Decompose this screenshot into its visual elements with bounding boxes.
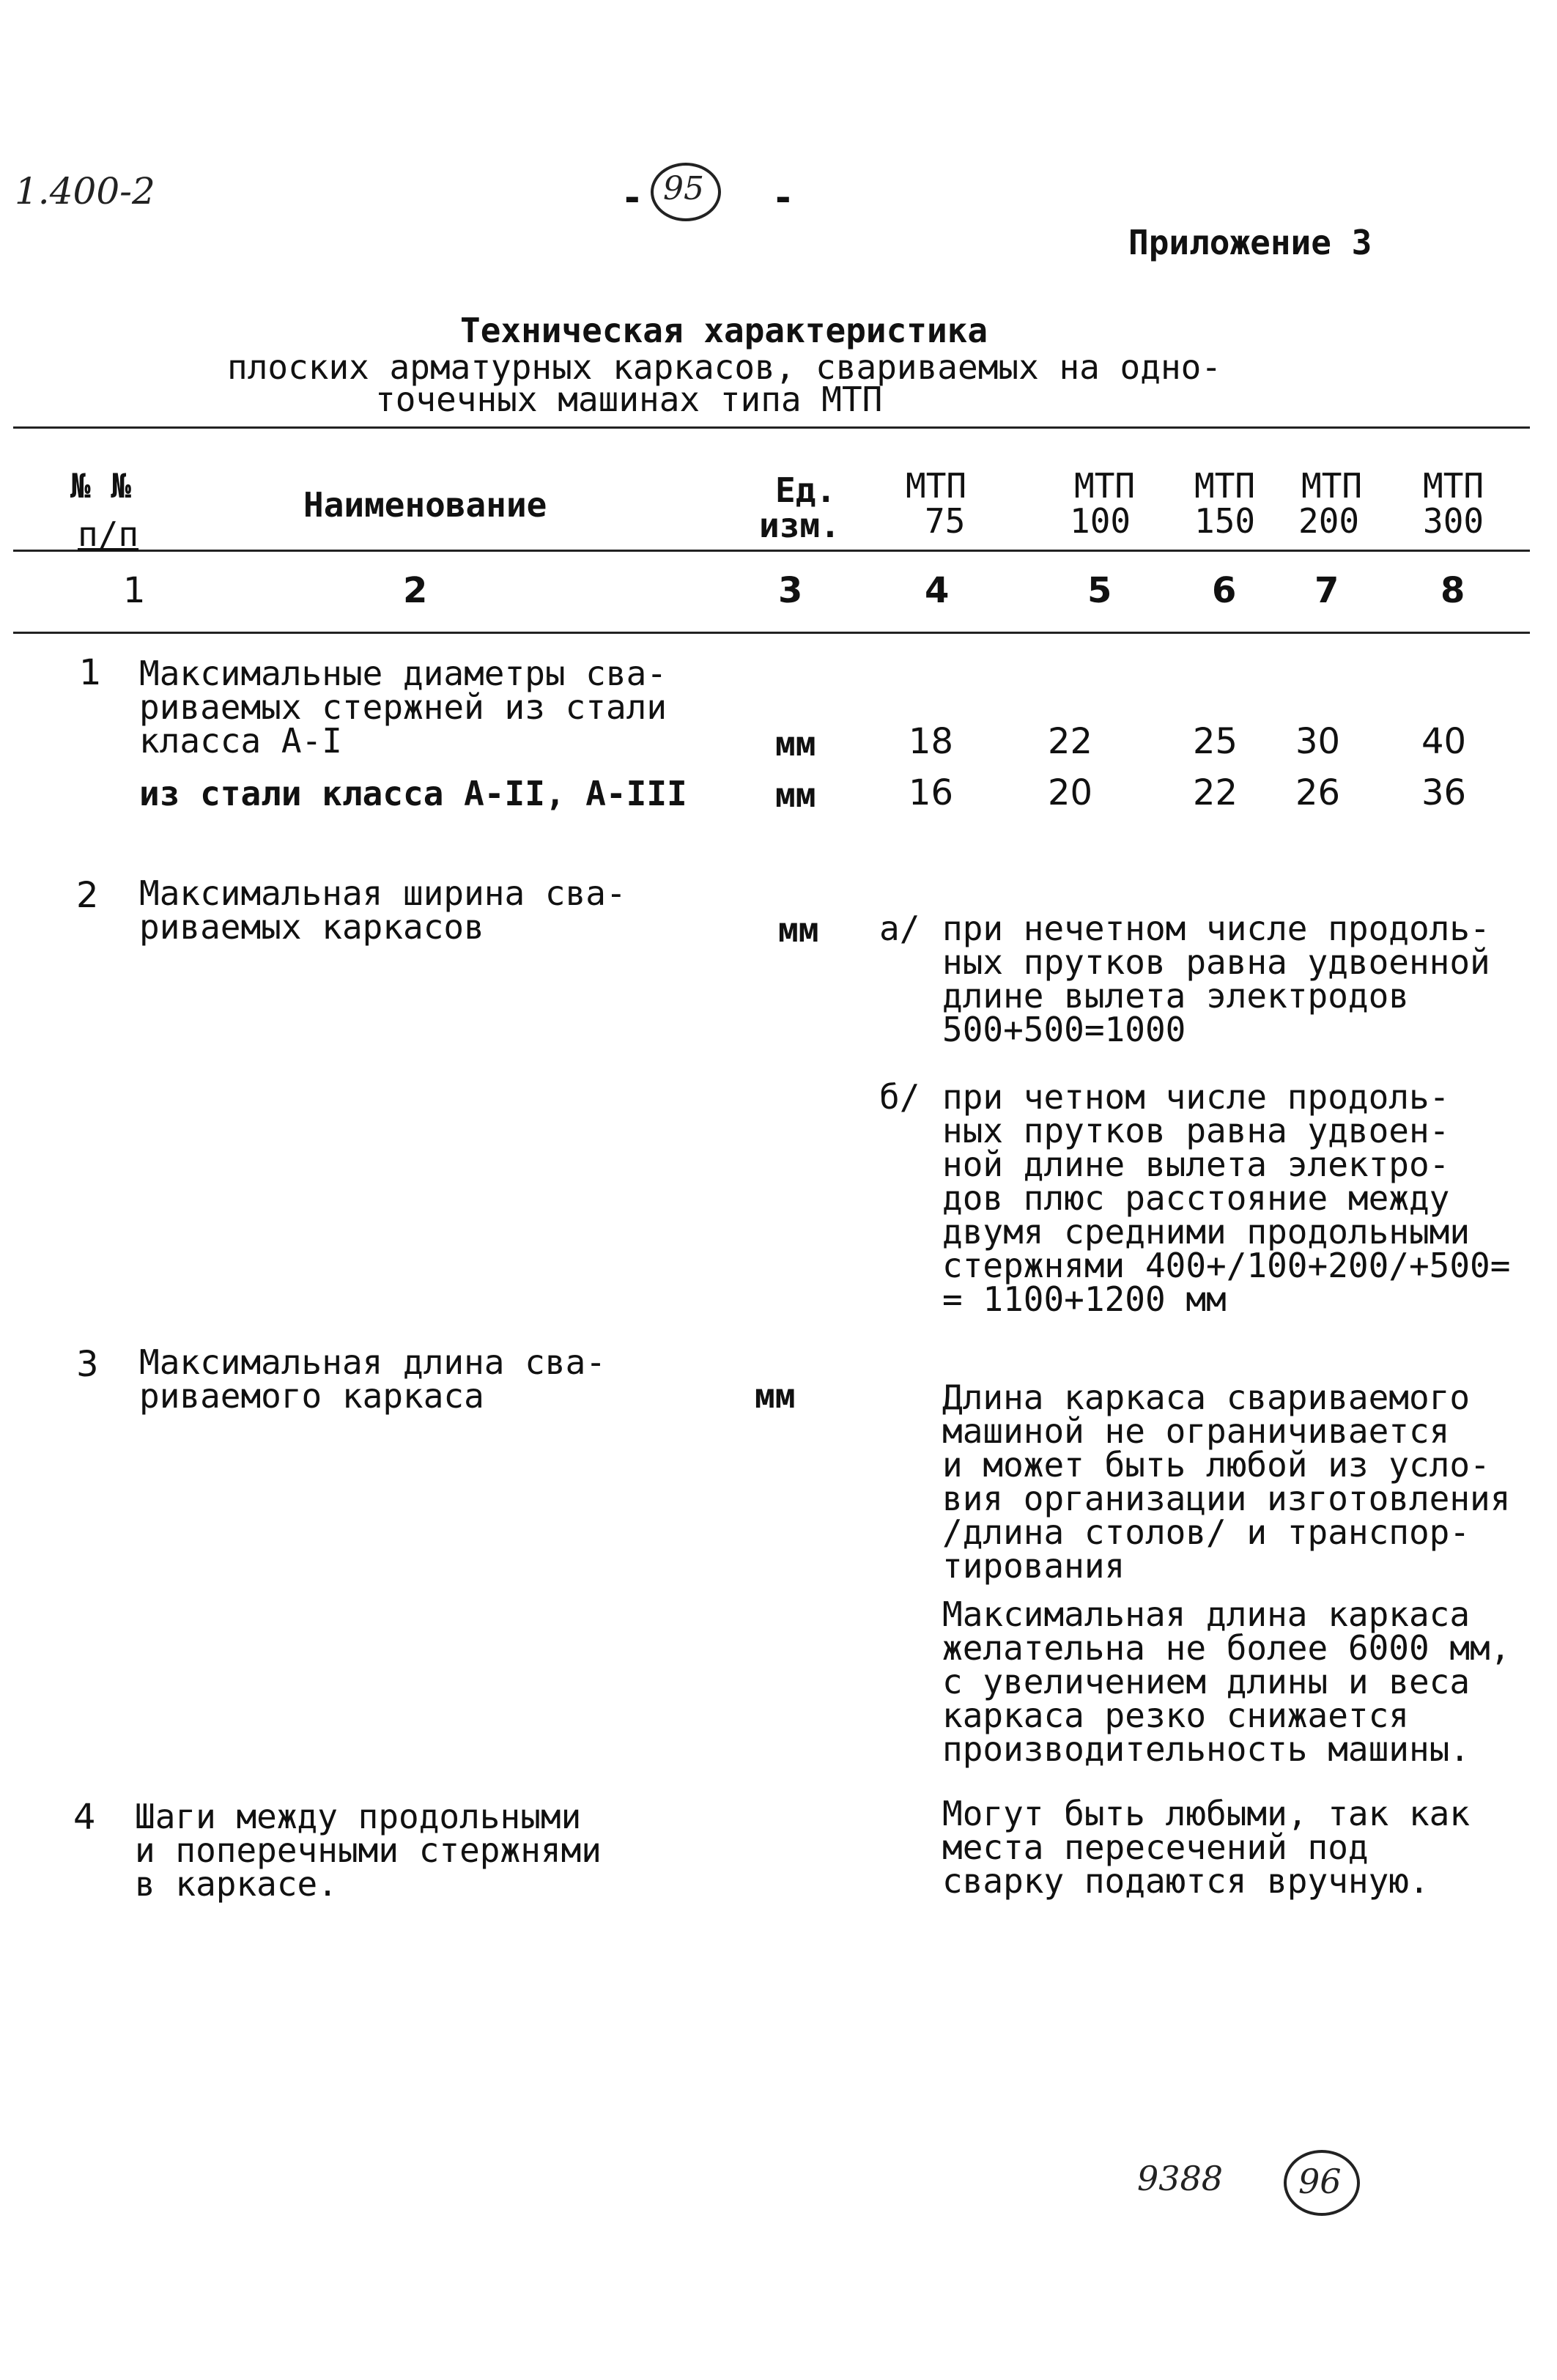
row-2-a-text: при нечетном числе продоль- ных прутков равна удвоенной длине вылета электродов 500+500=1000 — [942, 909, 1490, 1049]
col-number-2: 2 — [403, 570, 428, 611]
header-mtp-75-label: МТП — [906, 466, 967, 506]
rule-numbers — [13, 632, 1530, 634]
header-name: Наименование — [303, 485, 547, 525]
title-line-3: точечных машинах типа МТП — [375, 380, 883, 419]
col-number-1: 1 — [123, 570, 146, 611]
header-mtp-200-label: МТП — [1301, 466, 1363, 506]
row-1-sub-unit: мм — [775, 775, 816, 815]
row-1-sub-value-150: 22 — [1193, 772, 1238, 813]
row-2-number: 2 — [76, 875, 99, 916]
header-unit-1: Ед. — [775, 470, 837, 510]
row-2-b-mark: б/ — [879, 1077, 920, 1117]
title-line-1: Техническая характеристика — [460, 311, 988, 350]
col-number-4: 4 — [925, 570, 950, 611]
rule-top — [13, 426, 1530, 429]
header-mtp-150-value: 150 — [1194, 501, 1256, 541]
header-mtp-300-value: 300 — [1423, 501, 1484, 541]
col-number-7: 7 — [1314, 570, 1339, 611]
col-number-5: 5 — [1087, 570, 1112, 611]
row-3-number: 3 — [76, 1344, 99, 1385]
row-3-unit: мм — [755, 1376, 796, 1416]
col-number-3: 3 — [778, 570, 803, 611]
header-mtp-300-label: МТП — [1423, 466, 1484, 506]
dash-left: - — [624, 176, 640, 220]
row-2-b-text: при четном числе продоль- ных прутков равна удвоен- ной длине вылета электро- дов плюс расстояние между двумя средними продольными стержнями 400+/100+200/+500= = 1100+1200 мм — [942, 1077, 1511, 1319]
row-3-name: Максимальная длина сва- риваемого каркаса — [139, 1342, 606, 1416]
document-code: 1.400-2 — [15, 170, 155, 212]
footer-page: 96 — [1298, 2162, 1342, 2201]
header-mtp-100-label: МТП — [1074, 466, 1136, 506]
row-1-value-100: 22 — [1048, 721, 1093, 762]
row-3-text-1: Длина каркаса свариваемого машиной не ограничивается и может быть любой из усло- вия организации изготовления /длина столов/ и транспор- тирования — [942, 1378, 1511, 1586]
header-mtp-150-label: МТП — [1194, 466, 1256, 506]
row-1-name: Максимальные диаметры сва- риваемых стержней из стали класса А-I — [139, 654, 667, 761]
row-1-sub-value-75: 16 — [909, 772, 954, 813]
row-2-unit: мм — [778, 910, 819, 950]
row-1-value-150: 25 — [1193, 721, 1238, 762]
row-2-name: Максимальная ширина сва- риваемых каркасов — [139, 873, 626, 947]
header-mtp-75-value: 75 — [925, 501, 966, 541]
row-4-number: 4 — [73, 1797, 96, 1838]
row-1-sub-value-300: 36 — [1421, 772, 1467, 813]
page-number: 95 — [663, 170, 704, 207]
row-1-sub-value-100: 20 — [1048, 772, 1093, 813]
row-1-value-200: 30 — [1295, 721, 1341, 762]
row-1-number: 1 — [79, 652, 102, 693]
col-number-8: 8 — [1440, 570, 1465, 611]
row-4-name: Шаги между продольными и поперечными стержнями в каркасе. — [135, 1797, 602, 1904]
appendix-label: Приложение 3 — [1128, 223, 1372, 262]
row-1-value-75: 18 — [909, 721, 954, 762]
row-4-text: Могут быть любыми, так как места пересечений под сварку подаются вручную. — [942, 1794, 1471, 1901]
row-1-sub-name: из стали класса А-II, А-III — [139, 774, 687, 813]
row-1-sub-value-200: 26 — [1295, 772, 1341, 813]
header-unit-2: изм. — [759, 506, 840, 545]
header-mtp-100-value: 100 — [1070, 501, 1131, 541]
row-2-a-mark: а/ — [879, 909, 920, 948]
footer-code: 9388 — [1137, 2159, 1224, 2198]
header-number-pp: п/п — [78, 514, 139, 554]
row-1-value-300: 40 — [1421, 721, 1467, 762]
row-1-unit: мм — [775, 724, 816, 764]
header-number-mark: № № — [70, 466, 132, 506]
rule-header — [13, 550, 1530, 552]
col-number-6: 6 — [1212, 570, 1237, 611]
title-line-2: плоских арматурных каркасов, свариваемых на одно- — [227, 347, 1222, 387]
header-mtp-200-value: 200 — [1298, 501, 1360, 541]
row-3-text-2: Максимальная длина каркаса желательна не более 6000 мм, с увеличением длины и веса каркаса резко снижается производительность машины. — [942, 1594, 1511, 1769]
dash-right: - — [775, 176, 791, 220]
